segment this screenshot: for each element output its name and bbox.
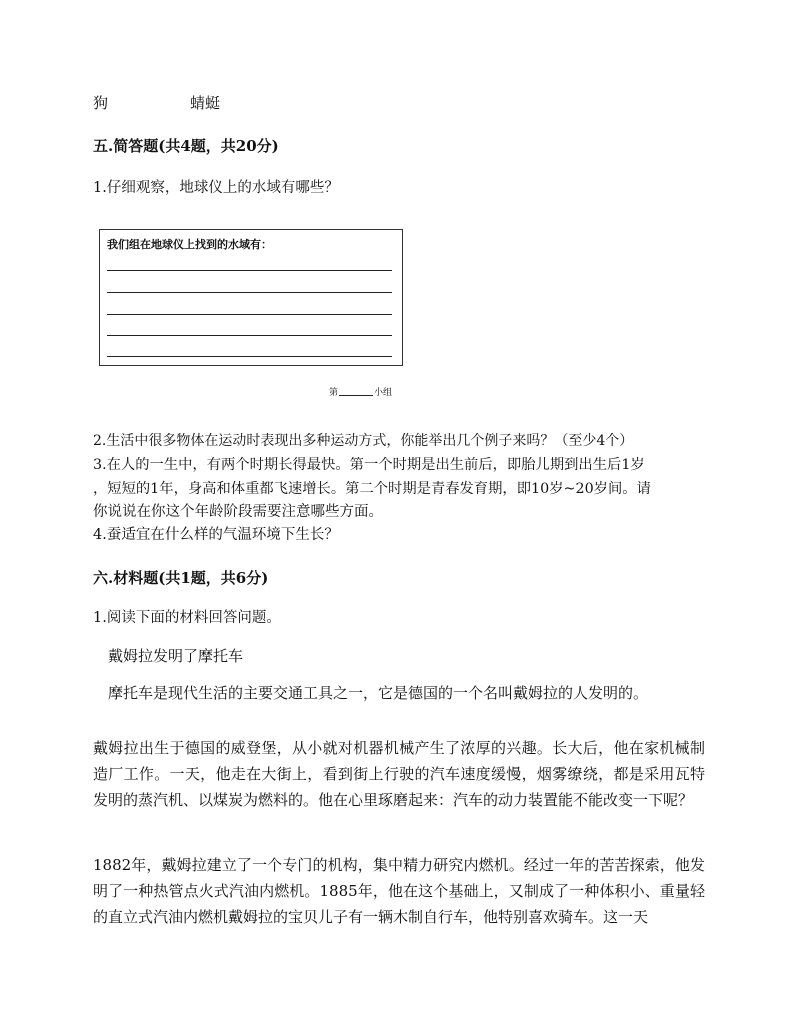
material-paragraph-1: 戴姆拉出生于德国的威登堡，从小就对机器机械产生了浓厚的兴趣。长大后，他在家机械制造厂工作。一天，他走在大街上，看到街上行驶的汽车速度缓慢，烟雾缭绕，都是采用瓦特发明的蒸汽机、以煤炭为燃料的。他在心里琢磨起来：汽车的动力装置能不能改变一下呢？ [93, 739, 705, 809]
top-label-dragonfly: 蜻蜓 [190, 94, 221, 112]
answer-box [99, 229, 403, 366]
answer-line [107, 356, 392, 357]
answer-line [107, 270, 392, 271]
answer-box-title: 我们组在地球仪上找到的水域有： [107, 238, 272, 251]
material-question-1: 1.阅读下面的材料回答问题。 [93, 610, 281, 626]
top-label-dog: 狗 [93, 94, 109, 112]
answer-line [107, 335, 392, 336]
group-label [329, 385, 392, 398]
group-prefix: 第 [329, 388, 339, 398]
question-3-line1: 3.在人的一生中，有两个时期长得最快。第一个时期是出生前后，即胎儿期到出生后1岁 [93, 457, 645, 473]
material-title: 戴姆拉发明了摩托车 [108, 647, 244, 665]
group-blank [339, 395, 373, 396]
section5-title: 五.简答题(共4题，共20分) [93, 137, 279, 155]
material-paragraph-2: 1882年，戴姆拉建立了一个专门的机构，集中精力研究内燃机。经过一年的苦苦探索，他发明了一种热管点火式汽油内燃机。1885年，他在这个基础上，又制成了一种体积小、重量轻的直立式汽油内燃机戴姆拉的宝贝儿子有一辆木制自行车，他特别喜欢骑车。这一天 [93, 856, 705, 926]
answer-line [107, 314, 392, 315]
question-4: 4.蚕适宜在什么样的气温环境下生长？ [93, 527, 339, 543]
question-1: 1.仔细观察，地球仪上的水域有哪些？ [93, 180, 339, 196]
material-intro: 摩托车是现代生活的主要交通工具之一，它是德国的一个名叫戴姆拉的人发明的。 [108, 684, 649, 702]
answer-line [107, 292, 392, 293]
question-2: 2.生活中很多物体在运动时表现出多种运动方式，你能举出几个例子来吗？（至少4个） [93, 433, 634, 449]
question-3-line3: 你说说在你这个年龄阶段需要注意哪些方面。 [93, 504, 383, 520]
question-3-line2: ，短短的1年，身高和体重都飞速增长。第二个时期是青春发育期，即10岁~20岁间。请 [93, 481, 651, 497]
group-suffix: 小组 [374, 388, 393, 398]
section6-title: 六.材料题(共1题，共6分) [93, 569, 269, 587]
